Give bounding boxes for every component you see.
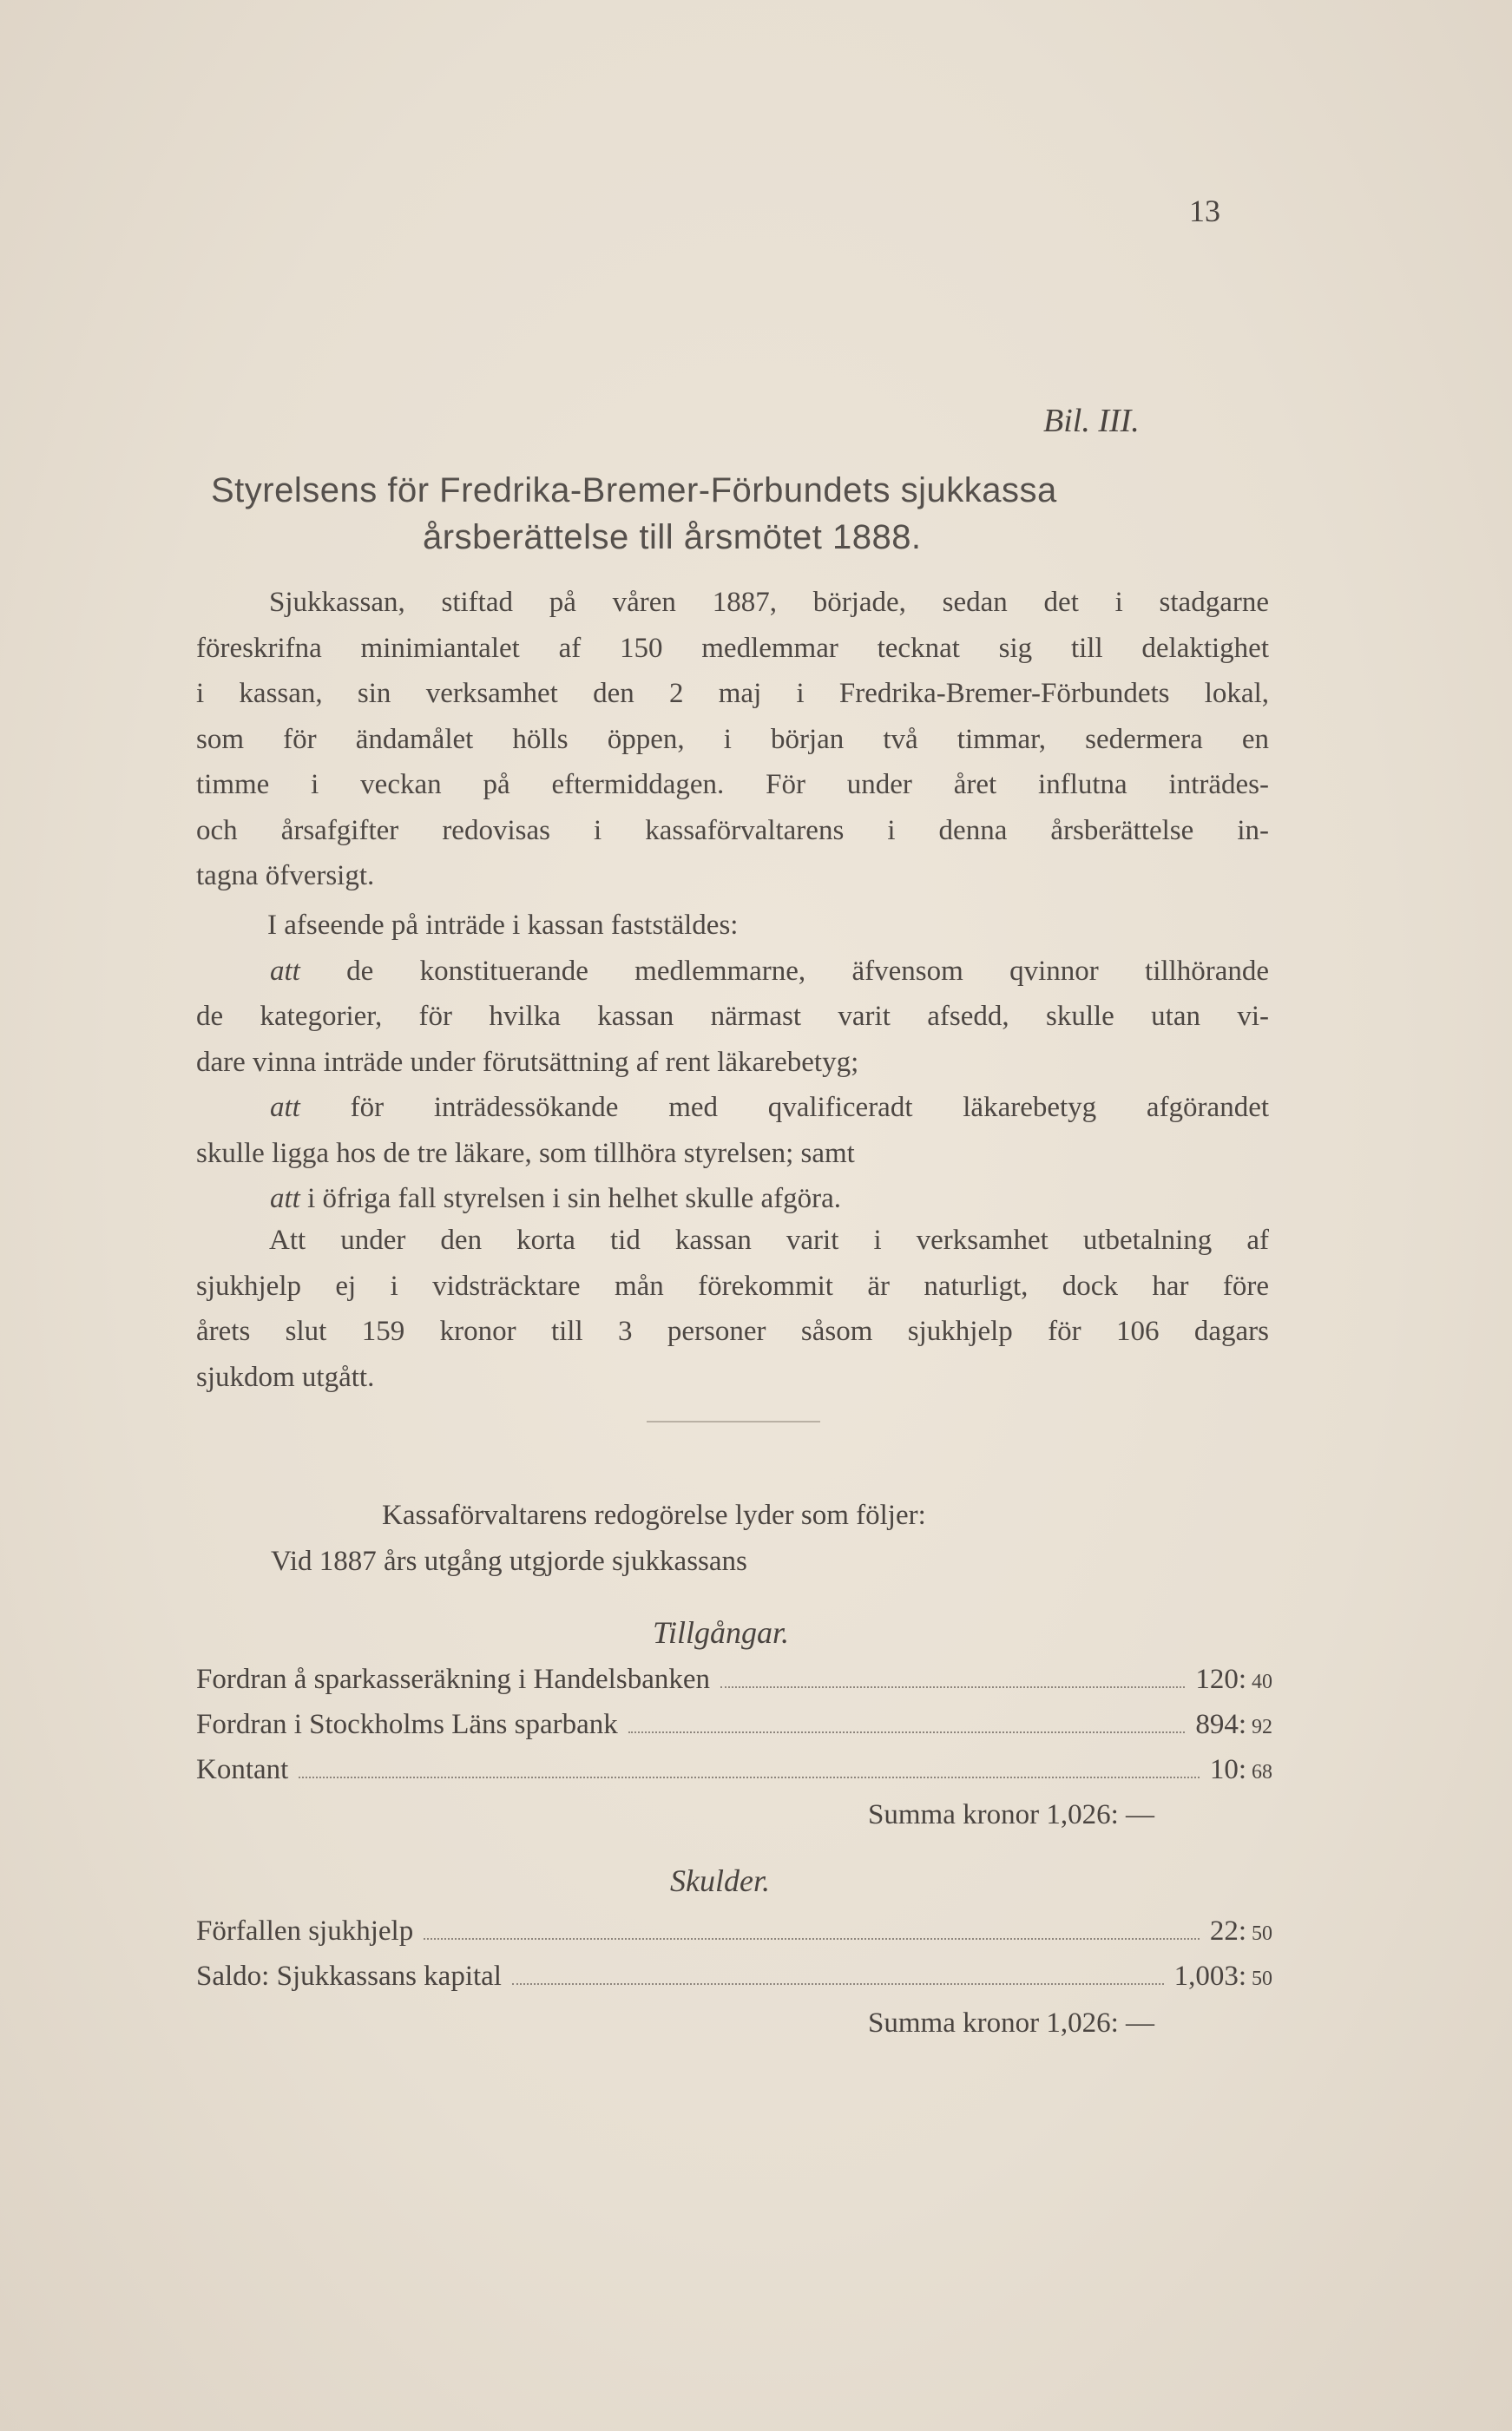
paragraph-line: årets slut 159 kronor till 3 personer såsom sjukhjelp för 106 dagars: [196, 1316, 1269, 1347]
paragraph-payments: [196, 1218, 1269, 1400]
leader-dots: [720, 1686, 1185, 1688]
asset-amount: 894: 92: [1195, 1709, 1272, 1740]
asset-label: Fordran å sparkasseräkning i Handelsbanken: [196, 1664, 710, 1695]
asset-label: Fordran i Stockholms Läns sparbank: [196, 1709, 618, 1740]
clause-3-line: att i öfriga fall styrelsen i sin helhet skulle afgöra.: [270, 1183, 841, 1214]
liabilities-total: Summa kronor 1,026: —: [868, 2007, 1154, 2039]
clause-1-line: dare vinna inträde under förutsättning af rent läkarebetyg;: [196, 1046, 859, 1078]
liability-amount: 22: 50: [1209, 1915, 1272, 1947]
clause-1-line: de kategorier, för hvilka kassan närmast varit afsedd, skulle utan vi-: [196, 1001, 1269, 1032]
asset-row: [196, 1664, 1272, 1696]
admission-intro: I afseende på inträde i kassan faststäldes:: [267, 910, 739, 941]
paragraph-line: som för ändamålet hölls öppen, i början två timmar, sedermera en: [196, 723, 1269, 755]
att-marker: att: [270, 1092, 300, 1123]
page-number: 13: [1189, 194, 1220, 228]
paragraph-admission: [196, 903, 1269, 1222]
leader-dots: [512, 1983, 1164, 1985]
att-marker: att: [270, 955, 300, 987]
att-marker: att: [270, 1183, 300, 1214]
paragraph-founding: [196, 580, 1269, 899]
report-intro: Kassaförvaltarens redogörelse lyder som följer:: [382, 1500, 926, 1531]
paragraph-line: och årsafgifter redovisas i kassaförvaltarens i denna årsberättelse in-: [196, 814, 1269, 846]
leader-dots: [299, 1777, 1200, 1778]
report-line: Vid 1887 års utgång utgjorde sjukkassans: [271, 1546, 747, 1577]
asset-row: [196, 1754, 1272, 1786]
leader-dots: [424, 1938, 1200, 1940]
clause-2-line: att för inträdessökande med qvalificeradt läkarebetyg afgörandet: [270, 1092, 1270, 1123]
title-line-1: Styrelsens för Fredrika-Bremer-Förbundets sjukkassa: [211, 471, 1057, 509]
paragraph-line: i kassan, sin verksamhet den 2 maj i Fredrika-Bremer-Förbundets lokal,: [196, 678, 1269, 709]
title-line-2: årsberättelse till årsmötet 1888.: [423, 518, 922, 556]
clause-2-line: skulle ligga hos de tre läkare, som tillhöra styrelsen; samt: [196, 1137, 855, 1169]
clause-1-line: att de konstituerande medlemmarne, äfvensom qvinnor tillhörande: [270, 955, 1270, 987]
paragraph-line: sjukdom utgått.: [196, 1361, 375, 1393]
asset-amount: 10: 68: [1209, 1754, 1272, 1785]
asset-row: [196, 1709, 1272, 1741]
section-divider: [647, 1421, 820, 1422]
liability-amount: 1,003: 50: [1173, 1961, 1272, 1992]
assets-heading: Tillgångar.: [653, 1615, 790, 1650]
paragraph-line: Att under den korta tid kassan varit i verksamhet utbetalning af: [269, 1225, 1269, 1256]
liability-row: [196, 1961, 1272, 1993]
assets-total: Summa kronor 1,026: —: [868, 1799, 1154, 1830]
paragraph-line: tagna öfversigt.: [196, 860, 375, 891]
liability-label: Saldo: Sjukkassans kapital: [196, 1961, 502, 1992]
liability-row: [196, 1915, 1272, 1948]
asset-amount: 120: 40: [1195, 1664, 1272, 1695]
liability-label: Förfallen sjukhjelp: [196, 1915, 414, 1947]
paragraph-line: Sjukkassan, stiftad på våren 1887, började, sedan det i stadgarne: [269, 587, 1269, 618]
liabilities-heading: Skulder.: [670, 1863, 770, 1898]
paragraph-line: sjukhjelp ej i vidsträcktare mån förekommit är naturligt, dock har före: [196, 1270, 1269, 1302]
asset-label: Kontant: [196, 1754, 289, 1785]
paragraph-line: föreskrifna minimiantalet af 150 medlemmar tecknat sig till delaktighet: [196, 632, 1269, 664]
leader-dots: [628, 1731, 1186, 1733]
paragraph-line: timme i veckan på eftermiddagen. För under året influtna inträdes-: [196, 769, 1269, 800]
appendix-mark: Bil. III.: [1043, 403, 1140, 439]
